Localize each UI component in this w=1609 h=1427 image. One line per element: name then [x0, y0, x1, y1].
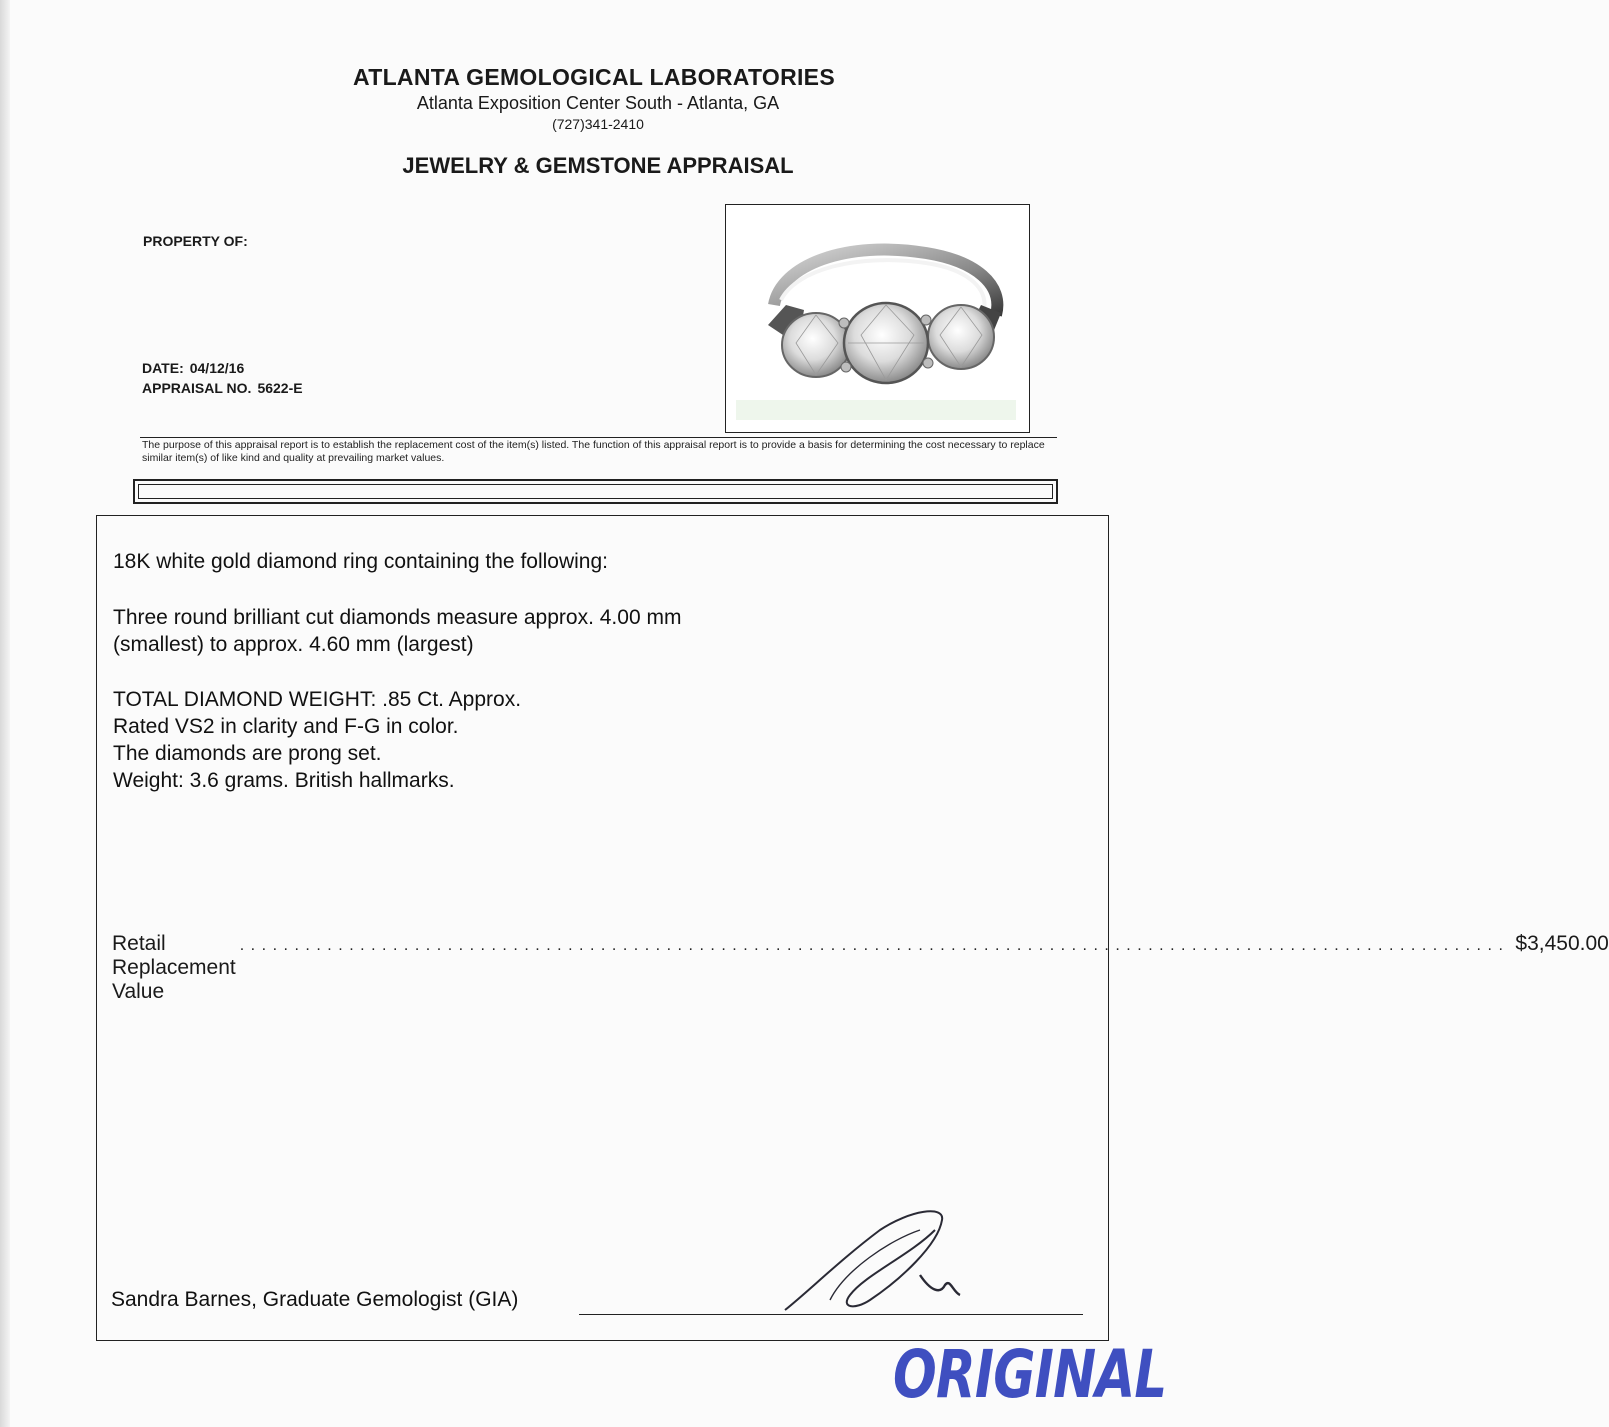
property-of-label: PROPERTY OF:: [143, 233, 248, 249]
metal-weight: Weight: 3.6 grams. British hallmarks.: [113, 769, 455, 792]
appraisal-number-value: 5622-E: [257, 380, 303, 396]
clarity-color-rating: Rated VS2 in clarity and F-G in color.: [113, 715, 459, 738]
appraisal-number-label: APPRAISAL NO.: [142, 380, 252, 396]
appraisal-number-line: [142, 380, 303, 396]
replacement-value-amount: $3,450.00: [1515, 932, 1609, 955]
lab-name: ATLANTA GEMOLOGICAL LABORATORIES: [353, 64, 835, 90]
ring-photo-frame: [725, 204, 1030, 433]
page-edge: [0, 0, 10, 1427]
appraiser-name: Sandra Barnes, Graduate Gemologist (GIA): [111, 1288, 519, 1311]
stones-line-1: Three round brilliant cut diamonds measure approx. 4.00 mm: [113, 606, 682, 629]
diamond-specs: [113, 686, 521, 794]
purpose-statement: The purpose of this appraisal report is to establish the replacement cost of the item(s) listed. The function of this appraisal report is to provide a basis for determining the cost necessary to replace similar item(s) of like kind and quality at prevailing market values.: [142, 439, 1045, 464]
purpose-rule: [140, 437, 1057, 438]
lab-phone: (727)341-2410: [552, 116, 644, 132]
diamond-ring-photo: [726, 205, 1029, 432]
replacement-value-line: [112, 932, 1609, 1003]
date-label: DATE:: [142, 360, 184, 376]
leader-dots: ....................................................................................................................: [239, 937, 1510, 954]
date-line: [142, 360, 244, 376]
date-value: 04/12/16: [189, 360, 245, 376]
stones-line-2: (smallest) to approx. 4.60 mm (largest): [113, 633, 474, 656]
handwritten-signature: [770, 1200, 970, 1320]
document-title: JEWELRY & GEMSTONE APPRAISAL: [402, 153, 794, 178]
replacement-value-label: Retail Replacement Value: [112, 932, 236, 1003]
total-weight: TOTAL DIAMOND WEIGHT: .85 Ct. Approx.: [113, 688, 522, 711]
setting-type: The diamonds are prong set.: [113, 742, 382, 765]
stone-measurements: [113, 604, 813, 658]
original-stamp: ORIGINAL: [893, 1336, 1167, 1413]
lab-address: Atlanta Exposition Center South - Atlanta, GA: [416, 93, 780, 113]
item-intro: 18K white gold diamond ring containing the following:: [113, 550, 608, 573]
double-rule-box: [133, 479, 1058, 504]
